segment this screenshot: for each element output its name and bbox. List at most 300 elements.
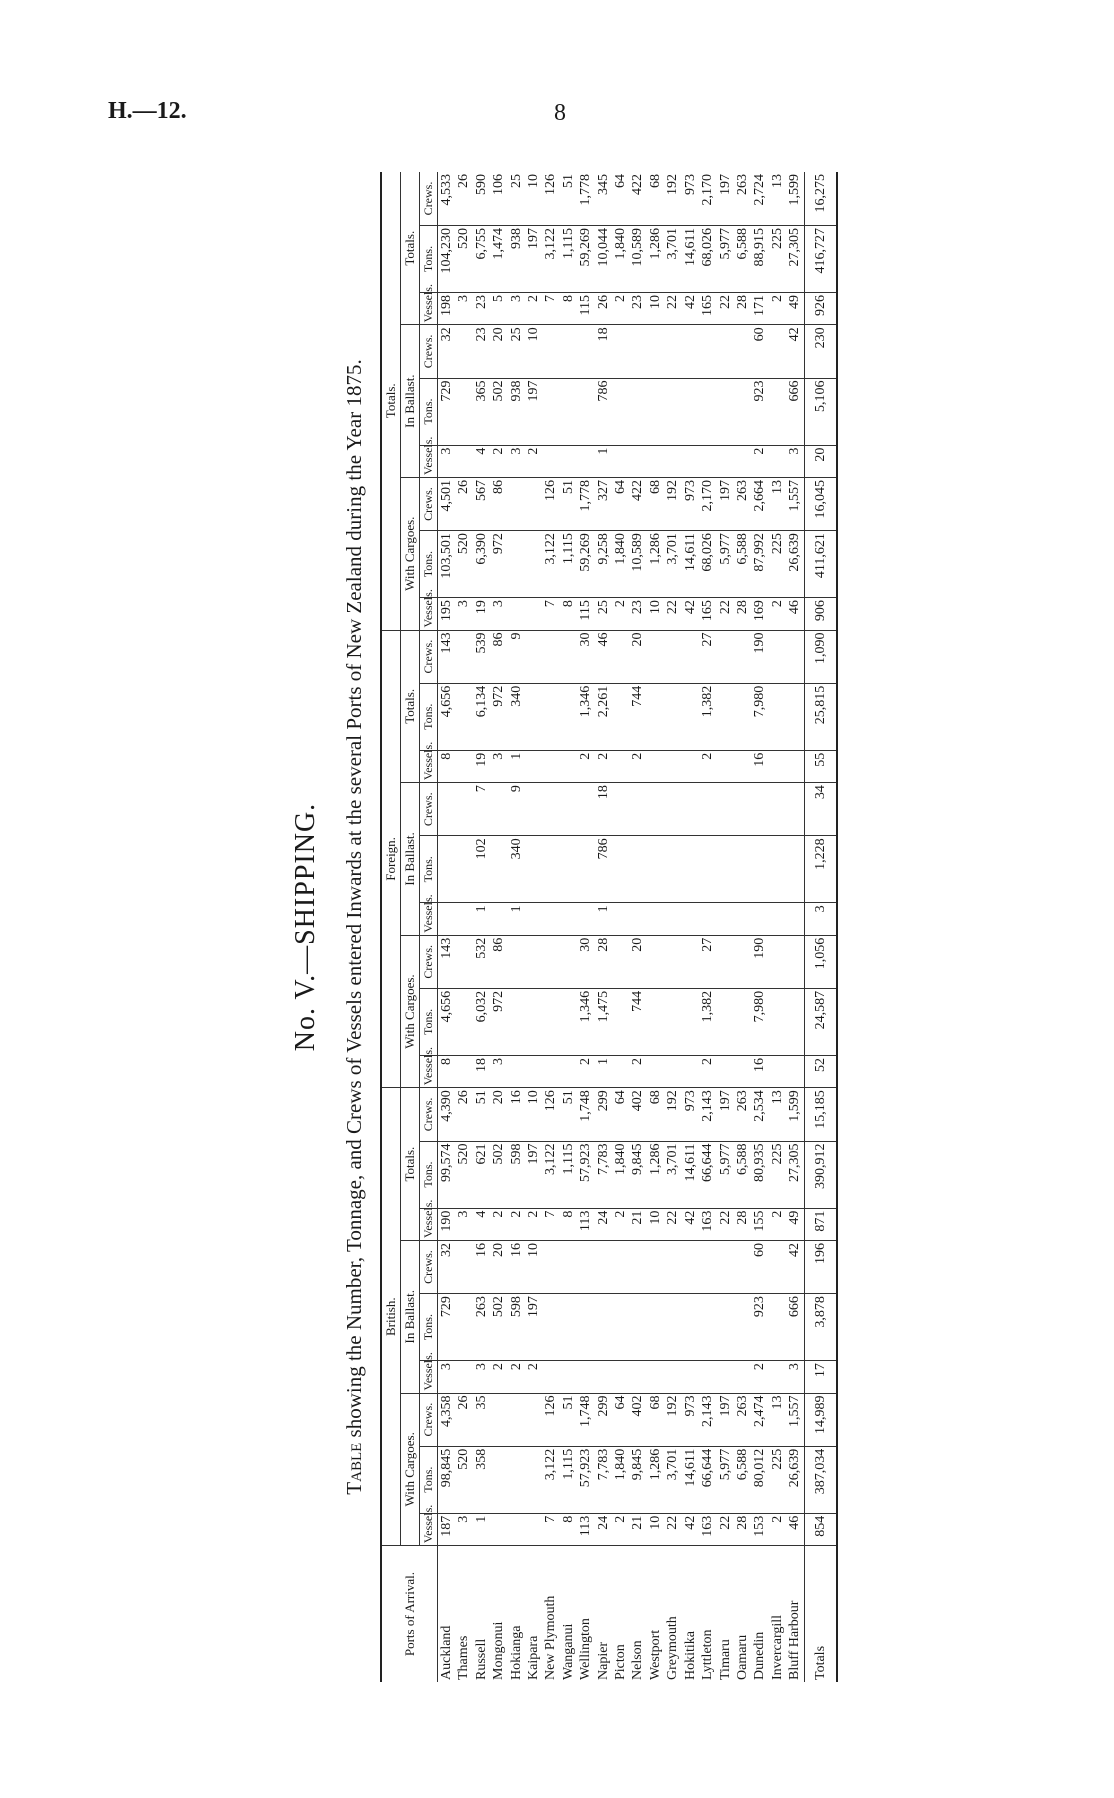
table-cell: 27 <box>699 935 716 988</box>
table-cell: 8 <box>560 293 577 325</box>
table-cell: 22 <box>717 1208 734 1240</box>
table-cell <box>786 836 804 903</box>
table-cell: 4,656 <box>438 988 456 1055</box>
table-cell: 10,589 <box>629 531 646 598</box>
table-cell: 1,286 <box>647 1446 664 1513</box>
table-cell: 68,026 <box>699 225 716 292</box>
table-cell <box>664 1294 681 1361</box>
table-cell <box>751 783 768 836</box>
table-cell: 42 <box>682 1208 699 1240</box>
table-cell <box>455 783 472 836</box>
table-cell: 190 <box>438 1208 456 1240</box>
table-cell: 854 <box>804 1513 837 1545</box>
table-cell <box>786 903 804 935</box>
table-cell: 4 <box>473 1208 490 1240</box>
table-cell: 198 <box>438 293 456 325</box>
table-cell: 1,056 <box>804 935 837 988</box>
table-cell <box>560 988 577 1055</box>
table-cell <box>682 683 699 750</box>
table-cell <box>769 378 786 445</box>
port-name: Dunedin <box>752 1631 768 1680</box>
column-header-tons: Tons. <box>420 531 438 598</box>
table-cell: 2,143 <box>699 1088 716 1141</box>
table-cell <box>612 750 629 782</box>
table-cell: 2 <box>612 1513 629 1545</box>
table-cell: 1,090 <box>804 630 837 683</box>
table-cell: 192 <box>664 477 681 530</box>
table-cell: 402 <box>629 1088 646 1141</box>
table-cell <box>560 1240 577 1293</box>
table-cell: 1,474 <box>490 225 507 292</box>
table-cell <box>734 783 751 836</box>
table-cell: 28 <box>734 1208 751 1240</box>
table-cell: 6,755 <box>473 225 490 292</box>
table-cell <box>629 378 646 445</box>
port-name: Westport <box>647 1629 663 1680</box>
table-cell <box>525 683 542 750</box>
table-cell: 115 <box>577 293 594 325</box>
table-cell <box>577 903 594 935</box>
table-cell: 6,134 <box>473 683 490 750</box>
table-cell: 1,840 <box>612 1446 629 1513</box>
table-row <box>508 172 525 1682</box>
table-cell <box>508 1055 525 1087</box>
table-cell <box>751 836 768 903</box>
header-row-subgroups <box>401 172 420 1682</box>
table-cell: 1,115 <box>560 1446 577 1513</box>
table-cell: 1 <box>508 750 525 782</box>
table-cell: 115 <box>577 598 594 630</box>
table-cell: 6,588 <box>734 1446 751 1513</box>
table-cell: 103,501 <box>438 531 456 598</box>
table-cell: 14,611 <box>682 1446 699 1513</box>
table-cell: 786 <box>595 836 612 903</box>
table-cell <box>629 836 646 903</box>
table-cell: 25 <box>508 172 525 225</box>
table-cell: 1,748 <box>577 1393 594 1446</box>
table-cell: 14,611 <box>682 1141 699 1208</box>
table-cell <box>769 445 786 477</box>
table-cell: 1 <box>595 1055 612 1087</box>
table-cell <box>577 836 594 903</box>
table-row <box>717 172 734 1682</box>
table-cell: 532 <box>473 935 490 988</box>
subgroup-header-foreign-in-ballast: In Ballast. <box>401 783 420 936</box>
table-cell: 1,599 <box>786 1088 804 1141</box>
table-cell: 66,644 <box>699 1141 716 1208</box>
table-cell: 9 <box>508 783 525 836</box>
table-cell <box>647 988 664 1055</box>
table-cell <box>664 935 681 988</box>
table-cell <box>612 630 629 683</box>
table-cell <box>560 935 577 988</box>
table-cell: 10,044 <box>595 225 612 292</box>
subgroup-header-british-totals: Totals. <box>401 1088 420 1241</box>
table-cell: 165 <box>699 293 716 325</box>
table-cell <box>769 1294 786 1361</box>
table-cell: 22 <box>664 1513 681 1545</box>
table-cell <box>664 630 681 683</box>
table-cell <box>612 783 629 836</box>
table-cell <box>508 598 525 630</box>
table-cell: 2,474 <box>751 1393 768 1446</box>
table-cell <box>647 783 664 836</box>
table-cell <box>664 903 681 935</box>
port-name: Hokianga <box>508 1625 524 1680</box>
column-header-vessels: Vessels. <box>420 1361 438 1393</box>
table-cell: 263 <box>734 477 751 530</box>
column-header-crews: Crews. <box>420 325 438 378</box>
table-cell <box>560 1055 577 1087</box>
table-cell: 32 <box>438 1240 456 1293</box>
table-cell <box>577 1294 594 1361</box>
port-name: Greymouth <box>665 1616 681 1680</box>
table-cell: 197 <box>717 1088 734 1141</box>
table-cell: 7,980 <box>751 988 768 1055</box>
column-header-vessels: Vessels. <box>420 1208 438 1240</box>
table-cell: 3 <box>438 445 456 477</box>
table-cell: 2 <box>629 750 646 782</box>
table-cell <box>734 903 751 935</box>
table-cell: 19 <box>473 598 490 630</box>
table-cell: 4,390 <box>438 1088 456 1141</box>
table-cell <box>717 378 734 445</box>
table-cell: 7 <box>542 293 559 325</box>
table-cell <box>508 1446 525 1513</box>
table-cell <box>525 1055 542 1087</box>
table-cell: 2,170 <box>699 477 716 530</box>
table-cell <box>717 1294 734 1361</box>
table-cell: 3 <box>490 1055 507 1087</box>
table-cell <box>542 445 559 477</box>
caption-lead: Table <box>342 1442 366 1495</box>
table-cell: 10 <box>647 598 664 630</box>
table-cell <box>699 378 716 445</box>
table-cell <box>455 750 472 782</box>
port-name: Mongonui <box>491 1621 507 1680</box>
port-name: Picton <box>613 1644 629 1680</box>
table-cell <box>786 1055 804 1087</box>
table-cell: 22 <box>717 1513 734 1545</box>
table-cell <box>786 630 804 683</box>
table-cell: 23 <box>629 598 646 630</box>
table-cell: 416,727 <box>804 225 837 292</box>
table-cell: 13 <box>769 1393 786 1446</box>
table-cell: 1,778 <box>577 172 594 225</box>
table-cell: 24 <box>595 1208 612 1240</box>
table-cell: 1,346 <box>577 988 594 1055</box>
table-cell: 106 <box>490 172 507 225</box>
table-cell: 187 <box>438 1513 456 1545</box>
column-header-tons: Tons. <box>420 1446 438 1513</box>
table-cell <box>647 836 664 903</box>
table-cell <box>577 325 594 378</box>
table-cell: 972 <box>490 531 507 598</box>
table-cell <box>595 1240 612 1293</box>
table-cell: 13 <box>769 172 786 225</box>
table-cell: 5,977 <box>717 225 734 292</box>
table-cell <box>734 836 751 903</box>
table-cell <box>595 1361 612 1393</box>
table-cell: 68 <box>647 1088 664 1141</box>
table-cell: 225 <box>769 1446 786 1513</box>
table-cell: 4,533 <box>438 172 456 225</box>
table-cell <box>490 903 507 935</box>
table-cell: 1,346 <box>577 683 594 750</box>
table-cell <box>542 630 559 683</box>
column-header-vessels: Vessels. <box>420 903 438 935</box>
table-cell: 1 <box>595 445 612 477</box>
table-cell: 598 <box>508 1141 525 1208</box>
table-cell: 163 <box>699 1513 716 1545</box>
table-cell <box>717 988 734 1055</box>
table-cell <box>751 903 768 935</box>
table-cell: 24 <box>595 1513 612 1545</box>
table-cell: 26 <box>455 172 472 225</box>
table-cell: 28 <box>734 1513 751 1545</box>
table-cell: 15,185 <box>804 1088 837 1141</box>
table-cell <box>577 783 594 836</box>
table-row <box>647 172 664 1682</box>
column-header-vessels: Vessels. <box>420 1513 438 1545</box>
table-cell: 113 <box>577 1513 594 1545</box>
table-cell: 1,382 <box>699 683 716 750</box>
table-cell: 88,915 <box>751 225 768 292</box>
table-cell: 42 <box>682 293 699 325</box>
table-cell: 22 <box>664 293 681 325</box>
table-cell: 387,034 <box>804 1446 837 1513</box>
table-cell <box>647 325 664 378</box>
table-cell: 3,701 <box>664 1141 681 1208</box>
table-cell <box>525 630 542 683</box>
header-reference: H.—12. <box>108 98 187 124</box>
table-cell <box>699 783 716 836</box>
table-cell <box>682 903 699 935</box>
ports-header: Ports of Arrival. <box>381 1546 438 1682</box>
table-row <box>751 172 768 1682</box>
table-cell: 666 <box>786 1294 804 1361</box>
table-cell: 422 <box>629 172 646 225</box>
table-cell: 68,026 <box>699 531 716 598</box>
table-cell: 60 <box>751 325 768 378</box>
table-cell: 17 <box>804 1361 837 1393</box>
column-header-tons: Tons. <box>420 836 438 903</box>
table-cell <box>647 445 664 477</box>
table-cell <box>734 1055 751 1087</box>
table-cell: 7,783 <box>595 1141 612 1208</box>
table-cell <box>542 1294 559 1361</box>
table-cell: 51 <box>473 1088 490 1141</box>
table-cell: 3 <box>490 598 507 630</box>
table-cell: 57,923 <box>577 1141 594 1208</box>
table-cell: 2,664 <box>751 477 768 530</box>
table-cell: 8 <box>438 750 456 782</box>
table-cell <box>525 531 542 598</box>
table-cell <box>508 935 525 988</box>
port-name: Timaru <box>717 1639 733 1680</box>
table-cell: 16,275 <box>804 172 837 225</box>
table-cell: 197 <box>525 225 542 292</box>
column-header-tons: Tons. <box>420 1294 438 1361</box>
table-cell: 1,840 <box>612 225 629 292</box>
table-cell: 2 <box>769 293 786 325</box>
column-header-tons: Tons. <box>420 683 438 750</box>
table-cell <box>734 988 751 1055</box>
table-cell: 28 <box>734 598 751 630</box>
table-cell: 744 <box>629 988 646 1055</box>
table-cell <box>717 1055 734 1087</box>
table-cell: 3,701 <box>664 225 681 292</box>
table-cell: 192 <box>664 1393 681 1446</box>
table-cell: 21 <box>629 1208 646 1240</box>
table-cell <box>455 935 472 988</box>
table-cell: 10 <box>647 1208 664 1240</box>
table-cell: 5 <box>490 293 507 325</box>
table-cell: 155 <box>751 1208 768 1240</box>
table-cell: 86 <box>490 477 507 530</box>
table-cell <box>769 1361 786 1393</box>
table-row <box>769 172 786 1682</box>
table-cell: 22 <box>664 598 681 630</box>
table-cell: 99,574 <box>438 1141 456 1208</box>
table-cell <box>525 477 542 530</box>
table-cell: 10,589 <box>629 225 646 292</box>
table-cell <box>525 903 542 935</box>
table-cell <box>542 325 559 378</box>
table-cell <box>577 1361 594 1393</box>
table-cell: 171 <box>751 293 768 325</box>
table-cell <box>525 1393 542 1446</box>
table-cell <box>508 1393 525 1446</box>
port-name: Wanganui <box>560 1623 576 1680</box>
table-cell <box>786 935 804 988</box>
table-cell: 1,840 <box>612 531 629 598</box>
table-cell: 4,656 <box>438 683 456 750</box>
table-cell <box>717 683 734 750</box>
table-cell: 25,815 <box>804 683 837 750</box>
table-cell: 68 <box>647 172 664 225</box>
table-cell <box>717 1361 734 1393</box>
table-cell: 3 <box>455 1208 472 1240</box>
table-cell: 299 <box>595 1393 612 1446</box>
table-cell <box>699 836 716 903</box>
table-cell: 786 <box>595 378 612 445</box>
table-row <box>473 172 490 1682</box>
table-cell <box>438 783 456 836</box>
table-cell <box>682 988 699 1055</box>
table-cell: 7,980 <box>751 683 768 750</box>
table-cell: 10 <box>525 1088 542 1141</box>
table-cell <box>455 445 472 477</box>
table-cell: 64 <box>612 477 629 530</box>
totals-row <box>804 172 837 1682</box>
table-cell: 192 <box>664 172 681 225</box>
table-cell <box>682 783 699 836</box>
table-cell: 20 <box>804 445 837 477</box>
table-cell: 2,170 <box>699 172 716 225</box>
table-row <box>699 172 716 1682</box>
table-cell <box>560 836 577 903</box>
table-cell <box>664 445 681 477</box>
table-cell: 1,475 <box>595 988 612 1055</box>
table-cell: 871 <box>804 1208 837 1240</box>
table-cell: 539 <box>473 630 490 683</box>
table-cell <box>734 445 751 477</box>
column-header-crews: Crews. <box>420 1088 438 1141</box>
table-cell: 3,122 <box>542 225 559 292</box>
table-cell <box>560 630 577 683</box>
table-cell: 9,845 <box>629 1141 646 1208</box>
table-cell: 66,644 <box>699 1446 716 1513</box>
table-cell: 14,611 <box>682 225 699 292</box>
table-cell <box>455 836 472 903</box>
table-cell <box>717 783 734 836</box>
table-cell: 165 <box>699 598 716 630</box>
table-cell: 27,305 <box>786 1141 804 1208</box>
column-header-crews: Crews. <box>420 1240 438 1293</box>
table-cell: 520 <box>455 225 472 292</box>
table-cell: 5,977 <box>717 1141 734 1208</box>
table-cell: 28 <box>595 935 612 988</box>
table-cell <box>682 630 699 683</box>
table-cell: 25 <box>595 598 612 630</box>
table-cell: 3 <box>786 445 804 477</box>
table-cell: 13 <box>769 1088 786 1141</box>
table-cell: 34 <box>804 783 837 836</box>
column-header-vessels: Vessels. <box>420 1055 438 1087</box>
table-cell: 26,639 <box>786 1446 804 1513</box>
table-cell: 2 <box>525 445 542 477</box>
table-cell: 46 <box>595 630 612 683</box>
table-cell: 590 <box>473 172 490 225</box>
table-cell <box>769 325 786 378</box>
table-cell: 2,261 <box>595 683 612 750</box>
table-cell <box>769 935 786 988</box>
column-header-crews: Crews. <box>420 1393 438 1446</box>
table-cell: 27,305 <box>786 225 804 292</box>
table-cell <box>734 683 751 750</box>
table-cell: 42 <box>682 598 699 630</box>
table-cell <box>612 1294 629 1361</box>
table-cell: 32 <box>438 325 456 378</box>
table-cell: 98,845 <box>438 1446 456 1513</box>
table-cell: 192 <box>664 1088 681 1141</box>
table-cell: 5,977 <box>717 531 734 598</box>
table-cell <box>682 1361 699 1393</box>
table-cell: 6,588 <box>734 225 751 292</box>
table-cell <box>769 630 786 683</box>
table-cell: 973 <box>682 172 699 225</box>
table-cell <box>577 445 594 477</box>
table-cell: 49 <box>786 293 804 325</box>
port-name: Auckland <box>439 1625 454 1680</box>
table-cell: 3 <box>490 750 507 782</box>
table-cell: 7 <box>473 783 490 836</box>
table-cell: 22 <box>717 598 734 630</box>
table-cell: 195 <box>438 598 456 630</box>
table-cell: 55 <box>804 750 837 782</box>
table-cell: 51 <box>560 1088 577 1141</box>
table-cell <box>664 988 681 1055</box>
table-cell: 263 <box>734 1088 751 1141</box>
table-cell: 230 <box>804 325 837 378</box>
table-cell: 1,557 <box>786 477 804 530</box>
table-cell <box>664 836 681 903</box>
table-cell: 64 <box>612 172 629 225</box>
table-cell <box>490 836 507 903</box>
table-cell <box>647 630 664 683</box>
table-cell: 26,639 <box>786 531 804 598</box>
